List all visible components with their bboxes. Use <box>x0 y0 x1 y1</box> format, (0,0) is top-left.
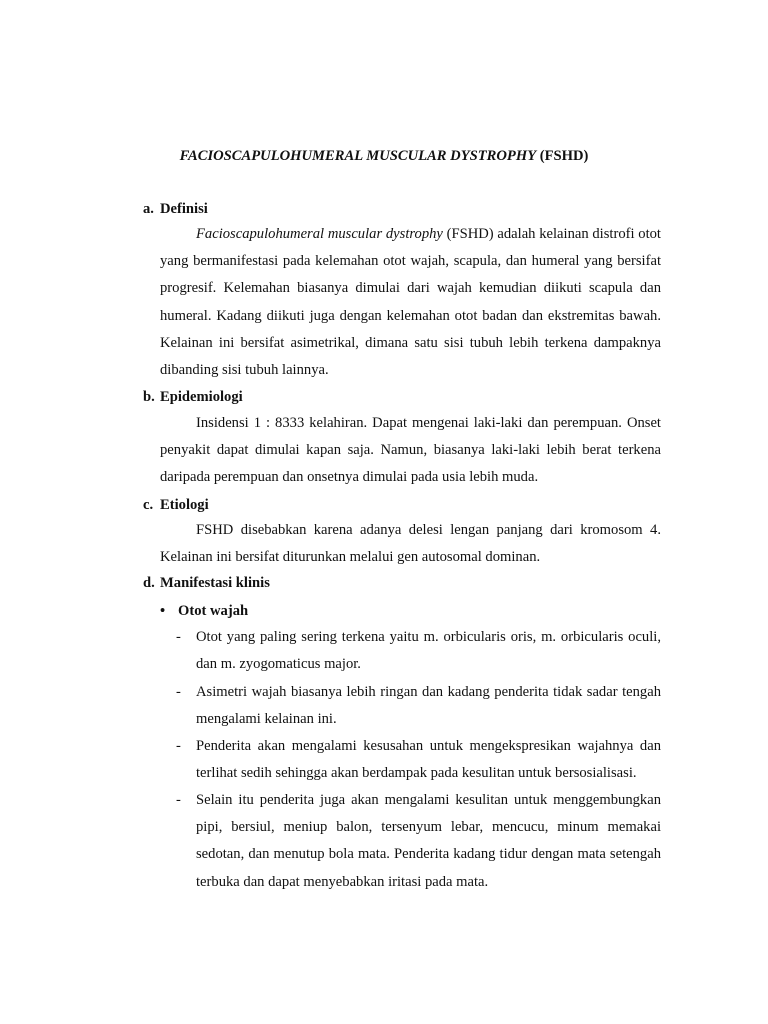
title-suffix: (FSHD) <box>536 148 589 164</box>
section-c-letter: c. <box>143 497 154 513</box>
list-item-text: Selain itu penderita juga akan mengalami kesulitan untuk menggembungkan pipi, bersiul, meniup balon, tersenyum lebar, mencucu, minum memakai sedotan, dan menutup bola mata. Penderita kadang tidur dengan mata setengah terbuka dan dapat menyebabkan iritasi pada mata. <box>196 792 661 890</box>
section-d-title: Manifestasi klinis <box>160 575 270 591</box>
section-c-title: Etiologi <box>160 497 209 513</box>
section-b-paragraph: Insidensi 1 : 8333 kelahiran. Dapat mengenai laki-laki dan perempuan. Onset penyakit dapat dimulai kapan saja. Namun, biasanya laki-laki lebih berat terkena daripada perempuan dan onsetnya dimulai pada usia lebih muda. <box>160 415 661 486</box>
title-italic: FACIOSCAPULOHUMERAL MUSCULAR DYSTROPHY <box>179 148 537 164</box>
list-item <box>176 624 661 678</box>
section-d-letter: d. <box>143 575 155 591</box>
dash-icon: - <box>176 629 181 645</box>
list-item-text: Otot yang paling sering terkena yaitu m. orbicularis oris, m. orbicularis oculi, dan m. zyogomaticus major. <box>196 629 661 673</box>
section-d-heading <box>143 573 270 593</box>
list-item-text: Asimetri wajah biasanya lebih ringan dan kadang penderita tidak sadar tengah mengalami kelainan ini. <box>196 684 661 728</box>
list-item <box>176 679 661 733</box>
section-b-heading <box>143 387 243 407</box>
section-a-body: (FSHD) adalah kelainan distrofi otot yang bermanifestasi pada kelemahan otot wajah, scapula, dan humeral yang bersifat progresif. Kelemahan biasanya dimulai dari wajah kemudian diikuti scapula dan humeral. Kadang diikuti juga dengan kelemahan otot badan dan ekstremitas bawah. Kelainan ini bersifat asimetrikal, dimana satu sisi tubuh lebih terkena dampaknya dibanding sisi tubuh lainnya. <box>160 226 661 379</box>
bullet-otot-wajah <box>160 601 248 621</box>
section-a-letter: a. <box>143 201 154 217</box>
section-a-title: Definisi <box>160 201 208 217</box>
section-a-heading <box>143 199 208 219</box>
list-item <box>176 733 661 787</box>
section-a-lead: Facioscapulohumeral muscular dystrophy <box>196 226 443 242</box>
dash-icon: - <box>176 684 181 700</box>
bullet-label: Otot wajah <box>178 603 249 619</box>
section-c-paragraph: FSHD disebabkan karena adanya delesi lengan panjang dari kromosom 4. Kelainan ini bersifat diturunkan melalui gen autosomal dominan. <box>160 522 661 566</box>
list-item <box>176 787 661 896</box>
page-title <box>0 146 768 166</box>
list-item-text: Penderita akan mengalami kesusahan untuk mengekspresikan wajahnya dan terlihat sedih sehingga akan berdampak pada kesulitan untuk bersosialisasi. <box>196 738 661 782</box>
dash-icon: - <box>176 792 181 808</box>
dash-icon: - <box>176 738 181 754</box>
section-b-title: Epidemiologi <box>160 389 243 405</box>
section-a-paragraph <box>160 221 661 384</box>
bullet-dot-icon: • <box>160 603 166 619</box>
section-b-letter: b. <box>143 389 155 405</box>
section-c-heading <box>143 495 209 515</box>
